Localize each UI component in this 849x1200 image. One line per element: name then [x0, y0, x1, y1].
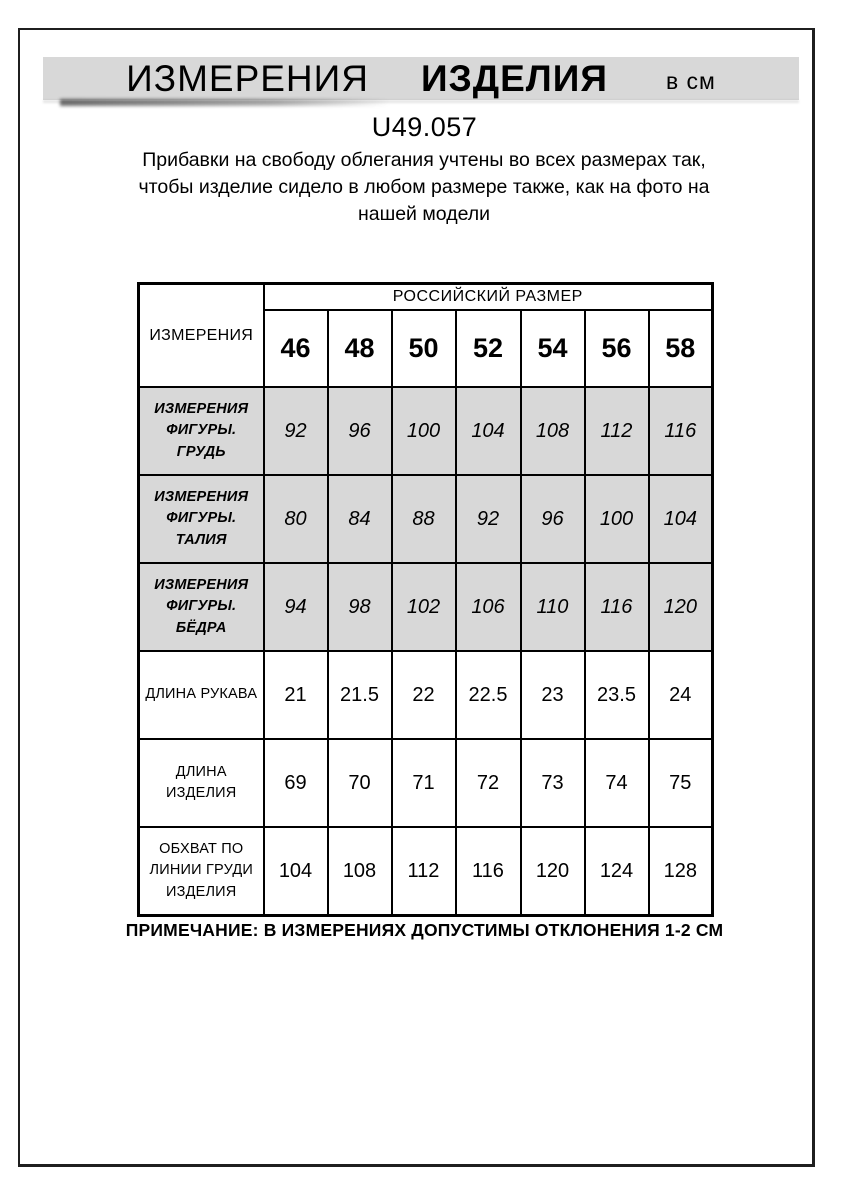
value-cell: 92 [456, 475, 521, 563]
value-cell: 116 [456, 827, 521, 916]
value-cell: 108 [328, 827, 392, 916]
table-row [139, 475, 713, 563]
value-cell: 104 [264, 827, 328, 916]
size-table-container [137, 282, 714, 917]
value-cell: 21 [264, 651, 328, 739]
value-cell: 96 [328, 387, 392, 475]
article-code: U49.057 [371, 112, 478, 142]
table-row [139, 651, 713, 739]
value-cell: 80 [264, 475, 328, 563]
value-cell: 116 [585, 563, 649, 651]
value-cell: 24 [649, 651, 713, 739]
table-row [139, 827, 713, 916]
value-cell: 88 [392, 475, 456, 563]
row-label: ИЗМЕРЕНИЯ ФИГУРЫ. ГРУДЬ [139, 387, 264, 475]
value-cell: 106 [456, 563, 521, 651]
row-label: ДЛИНА ИЗДЕЛИЯ [139, 739, 264, 827]
row-label: ДЛИНА РУКАВА [139, 651, 264, 739]
value-cell: 120 [521, 827, 585, 916]
size-column-header: 46 [264, 310, 328, 387]
value-cell: 96 [521, 475, 585, 563]
value-cell: 75 [649, 739, 713, 827]
value-cell: 120 [649, 563, 713, 651]
value-cell: 124 [585, 827, 649, 916]
value-cell: 112 [392, 827, 456, 916]
row-label: ИЗМЕРЕНИЯ ФИГУРЫ. БЁДРА [139, 563, 264, 651]
value-cell: 112 [585, 387, 649, 475]
size-column-header: 48 [328, 310, 392, 387]
value-cell: 73 [521, 739, 585, 827]
value-cell: 74 [585, 739, 649, 827]
size-table [137, 282, 714, 917]
tolerance-note: ПРИМЕЧАНИЕ: В ИЗМЕРЕНИЯХ ДОПУСТИМЫ ОТКЛОНЕНИЯ 1-2 СМ [125, 920, 724, 940]
table-corner-label: ИЗМЕРЕНИЯ [139, 284, 264, 388]
title-measurements: ИЗМЕРЕНИЯ [126, 57, 369, 99]
value-cell: 102 [392, 563, 456, 651]
title-bar-underline [43, 100, 799, 103]
size-column-header: 50 [392, 310, 456, 387]
size-column-header: 54 [521, 310, 585, 387]
row-label: ОБХВАТ ПО ЛИНИИ ГРУДИ ИЗДЕЛИЯ [139, 827, 264, 916]
table-row [139, 739, 713, 827]
table-group-header-row [139, 284, 713, 311]
value-cell: 116 [649, 387, 713, 475]
value-cell: 72 [456, 739, 521, 827]
value-cell: 22 [392, 651, 456, 739]
value-cell: 84 [328, 475, 392, 563]
row-label: ИЗМЕРЕНИЯ ФИГУРЫ. ТАЛИЯ [139, 475, 264, 563]
title-units: в см [665, 68, 716, 94]
value-cell: 98 [328, 563, 392, 651]
value-cell: 23.5 [585, 651, 649, 739]
value-cell: 104 [649, 475, 713, 563]
value-cell: 100 [585, 475, 649, 563]
value-cell: 21.5 [328, 651, 392, 739]
value-cell: 100 [392, 387, 456, 475]
size-column-header: 52 [456, 310, 521, 387]
value-cell: 23 [521, 651, 585, 739]
table-row [139, 563, 713, 651]
title-bar [43, 57, 799, 100]
value-cell: 108 [521, 387, 585, 475]
fit-description: Прибавки на свободу облегания учтены во всех размерах так, чтобы изделие сидело в любом размере также, как на фото на нашей модели [138, 149, 710, 225]
table-row [139, 387, 713, 475]
value-cell: 128 [649, 827, 713, 916]
value-cell: 110 [521, 563, 585, 651]
value-cell: 104 [456, 387, 521, 475]
value-cell: 94 [264, 563, 328, 651]
table-group-header: РОССИЙСКИЙ РАЗМЕР [264, 284, 713, 311]
title-product: ИЗДЕЛИЯ [420, 57, 608, 99]
value-cell: 70 [328, 739, 392, 827]
value-cell: 22.5 [456, 651, 521, 739]
value-cell: 71 [392, 739, 456, 827]
size-column-header: 56 [585, 310, 649, 387]
value-cell: 69 [264, 739, 328, 827]
size-column-header: 58 [649, 310, 713, 387]
value-cell: 92 [264, 387, 328, 475]
